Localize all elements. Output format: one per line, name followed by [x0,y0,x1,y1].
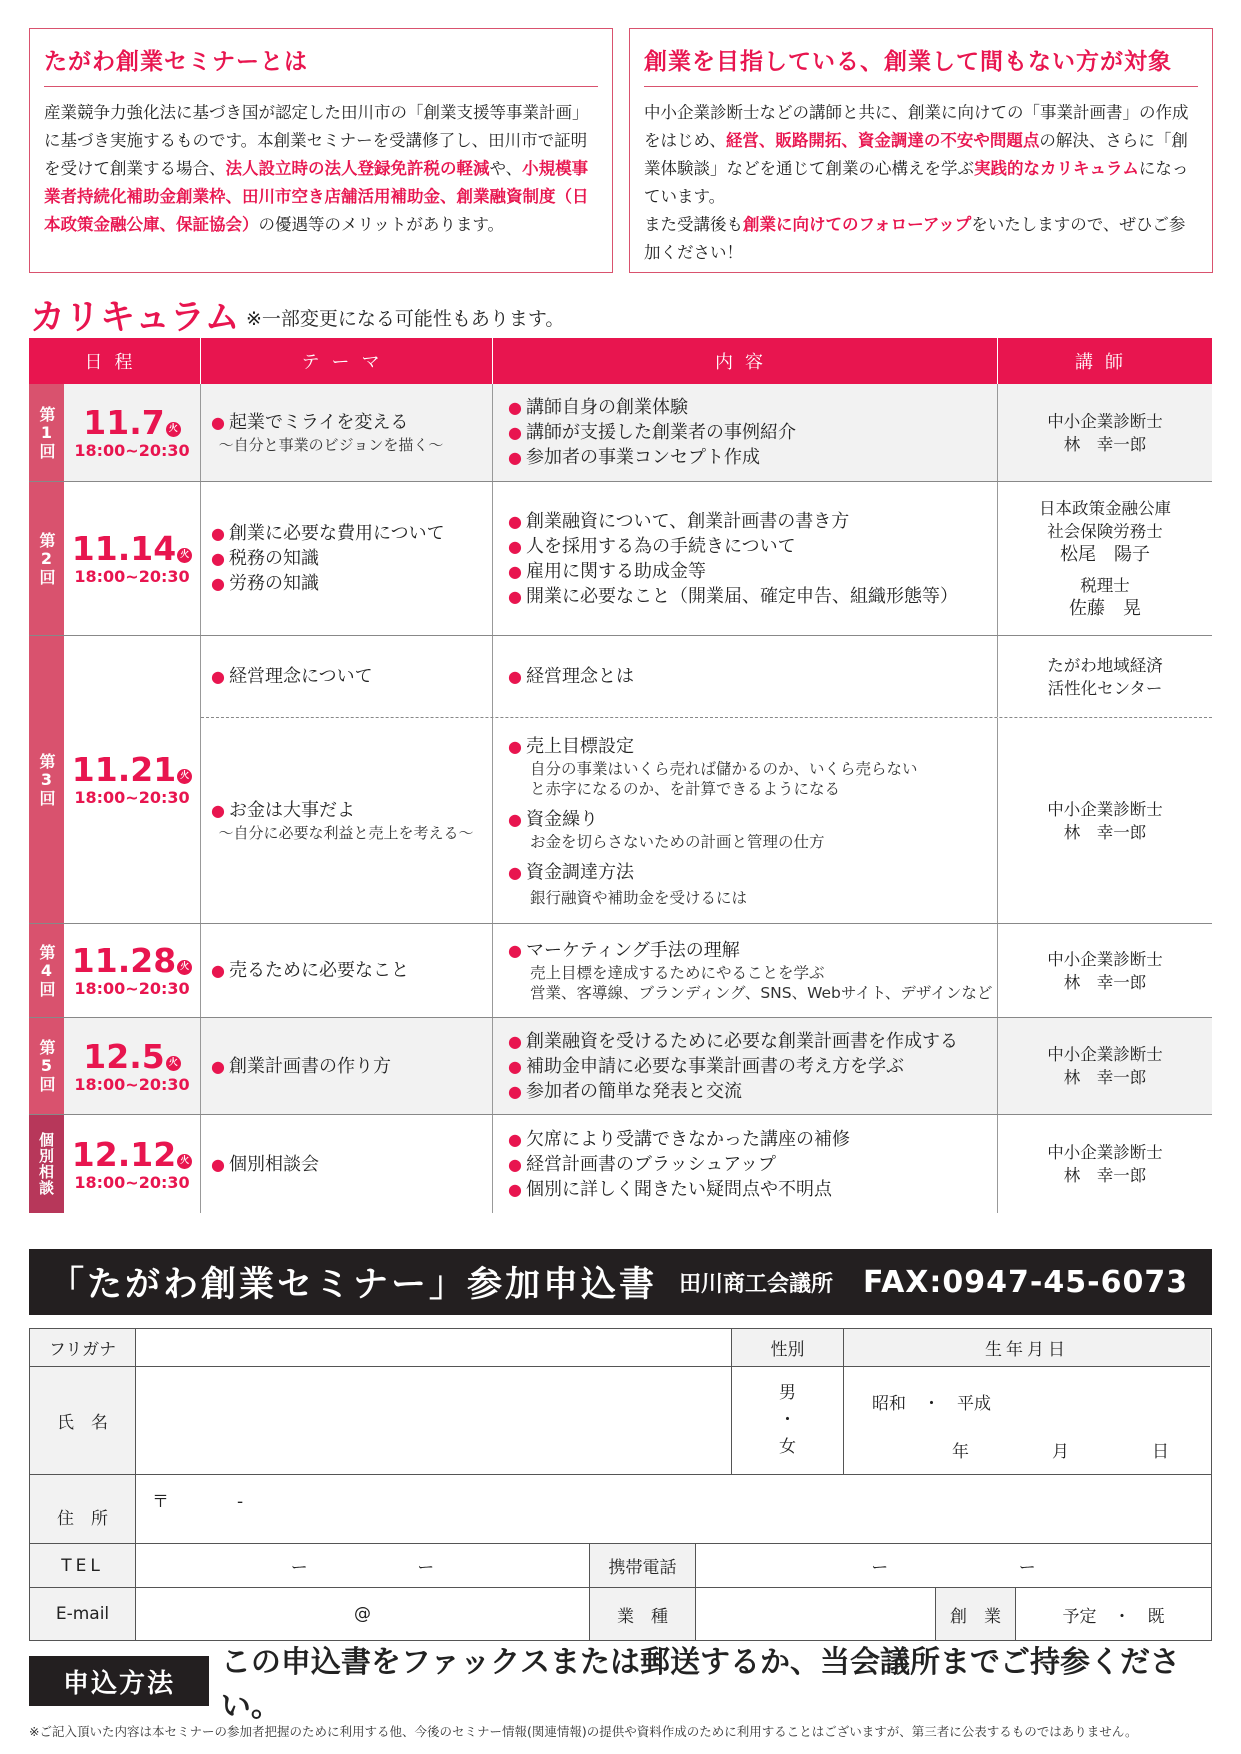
table-header [29,338,1212,384]
session-content: ● マーケティング手法の理解 売上目標を達成するためにやることを学ぶ 営業、客導線、ブランディング、SNS、Webサイト、デザインなど [493,924,998,1017]
session-teacher: 中小企業診断士 林 幸一郎 [1047,949,1163,992]
application-banner [29,1249,1212,1315]
startup-field[interactable]: 予定 ・ 既 [1062,1606,1165,1627]
email-field[interactable]: @ [136,1588,590,1640]
address-field[interactable]: 〒 - [152,1492,244,1512]
table-row [29,482,1212,636]
intro-box-about [29,28,613,273]
session-theme: ● お金は大事だよ 〜自分に必要な利益と売上を考える〜 [201,718,493,923]
tel-field[interactable]: ー ー [136,1544,590,1587]
session-theme: ● 起業でミライを変える 〜自分と事業のビジョンを描く〜 [201,384,493,481]
table-row [29,636,1212,924]
session-label: 第2回 [29,482,64,635]
session-content: ● 経営理念とは [493,636,998,717]
furigana-label: フリガナ [30,1329,136,1366]
curriculum-title: カリキュラム [30,298,240,338]
session-content: ● 創業融資を受けるために必要な創業計画書を作成する ● 補助金申請に必要な事業計画書の考え方を学ぶ ● 参加者の簡単な発表と交流 [493,1018,998,1114]
table-row [29,1018,1212,1115]
session-label: 第1回 [29,384,64,481]
intro-about-title: たがわ創業セミナーとは [44,43,598,87]
curriculum-table [29,338,1212,1213]
mobile-label: 携帯電話 [590,1544,696,1587]
application-title: 「たがわ創業セミナー」参加申込書 [49,1265,658,1305]
session-content: ● 売上目標設定 自分の事業はいくら売れば儲かるのか、いくら売らない と赤字になるのか、を計算できるようになる ● 資金繰り お金を切らさないための計画と管理の仕方 ● 資金調達方法 銀行融資や補助金を受けるには [493,718,998,923]
session-theme: ● 経営理念について [201,636,493,717]
application-method [29,1645,1212,1724]
intro-target-text: 中小企業診断士などの講師と共に、創業に向けての「事業計画書」の作成をはじめ、経営、販路開拓、資金調達の不安や問題点の解決、さらに「創業体験談」などを通じて創業の心構えを学ぶ実践的なカリキュラムになっています。 また受講後も創業に向けてのフォローアップをいたしますので、ぜひご参加ください！ [644,103,1189,262]
session-label: 個別相談 [29,1115,64,1213]
session-teacher: 中小企業診断士 林 幸一郎 [1047,411,1163,454]
gender-label: 性別 [732,1329,843,1367]
header-content: 内容 [493,338,998,384]
birth-field[interactable]: 昭和 ・ 平成 年 月 日 [872,1394,1169,1462]
session-date: 12.5 火 18:00~20:30 [64,1018,201,1114]
table-row [29,1115,1212,1213]
session-teacher: 日本政策金融公庫 社会保険労務士 松尾 陽子 税理士 佐藤 晃 [1039,499,1171,619]
session-theme: ● 売るために必要なこと [201,924,493,1017]
header-teacher: 講師 [1075,352,1135,373]
name-label: 氏 名 [30,1367,136,1474]
session-theme: ● 個別相談会 [201,1115,493,1213]
method-text: この申込書をファックスまたは郵送するか、当会議所までご持参ください。 [220,1645,1181,1724]
startup-label: 創 業 [936,1588,1016,1640]
birth-label: 生年月日 [844,1329,1210,1367]
session-theme: ● 創業計画書の作り方 [201,1018,493,1114]
mobile-field[interactable]: ー ー [871,1558,1036,1578]
session-label: 第5回 [29,1018,64,1114]
curriculum-note: ※一部変更になる可能性もあります。 [246,308,565,330]
session-label: 第4回 [29,924,64,1017]
header-date: 日程 [29,338,201,384]
application-form [29,1328,1212,1641]
session-date: 11.21 火 18:00~20:30 [64,636,201,923]
intro-target-title: 創業を目指している、創業して間もない方が対象 [644,43,1198,87]
industry-field[interactable] [696,1588,936,1640]
address-label: 住 所 [30,1475,136,1543]
application-org: 田川商工会議所 [679,1271,834,1297]
table-row [29,384,1212,482]
industry-label: 業 種 [590,1588,696,1640]
session-content: ● 創業融資について、創業計画書の書き方 ● 人を採用する為の手続きについて ● 雇用に関する助成金等 ● 開業に必要なこと（開業届、確定申告、組織形態等） [493,482,998,635]
session-date: 11.14 火 18:00~20:30 [64,482,201,635]
tel-label: TEL [30,1544,136,1587]
session-teacher: 中小企業診断士 林 幸一郎 [1047,1143,1163,1185]
session-content: ● 欠席により受講できなかった講座の補修 ● 経営計画書のブラッシュアップ ● 個別に詳しく聞きたい疑問点や不明点 [493,1115,998,1213]
session-teacher: 中小企業診断士 林 幸一郎 [1047,799,1163,842]
session-teacher: たがわ地域経済 活性化センター [1047,655,1163,698]
table-row [29,924,1212,1018]
session-label: 第3回 [29,636,64,923]
gender-field[interactable]: 男 ・ 女 [779,1383,796,1457]
intro-box-target [629,28,1213,273]
session-date: 11.28 火 18:00~20:30 [64,924,201,1017]
email-label: E-mail [30,1588,136,1640]
furigana-field[interactable] [136,1329,731,1366]
footnote: ※ご記入頂いた内容は本セミナーの参加者把握のために利用する他、今後のセミナー情報(関連情報)の提供や資料作成のために利用することはございますが、第三者に公表するものではありません。 [29,1724,1138,1739]
session-date: 11.7 火 18:00~20:30 [64,384,201,481]
session-theme: ● 創業に必要な費用について ● 税務の知識 ● 労務の知識 [201,482,493,635]
intro-about-text: 産業競争力強化法に基づき国が認定した田川市の「創業支援等事業計画」に基づき実施するものです。本創業セミナーを受講修了し、田川市で証明を受けて創業する場合、法人設立時の法人登録免許税の軽減や、小規模事業者持続化補助金創業枠、田川市空き店舗活用補助金、創業融資制度（日本政策金融公庫、保証協会）の優遇等のメリットがあります。 [44,103,589,234]
application-fax: FAX:0947-45-6073 [863,1264,1189,1300]
header-theme: テーマ [201,338,493,384]
session-content: ● 講師自身の創業体験 ● 講師が支援した創業者の事例紹介 ● 参加者の事業コンセプト作成 [493,384,998,481]
method-label: 申込方法 [29,1656,209,1706]
session-date: 12.12 火 18:00~20:30 [64,1115,201,1213]
session-teacher: 中小企業診断士 林 幸一郎 [1047,1045,1163,1087]
name-field[interactable] [136,1367,731,1474]
